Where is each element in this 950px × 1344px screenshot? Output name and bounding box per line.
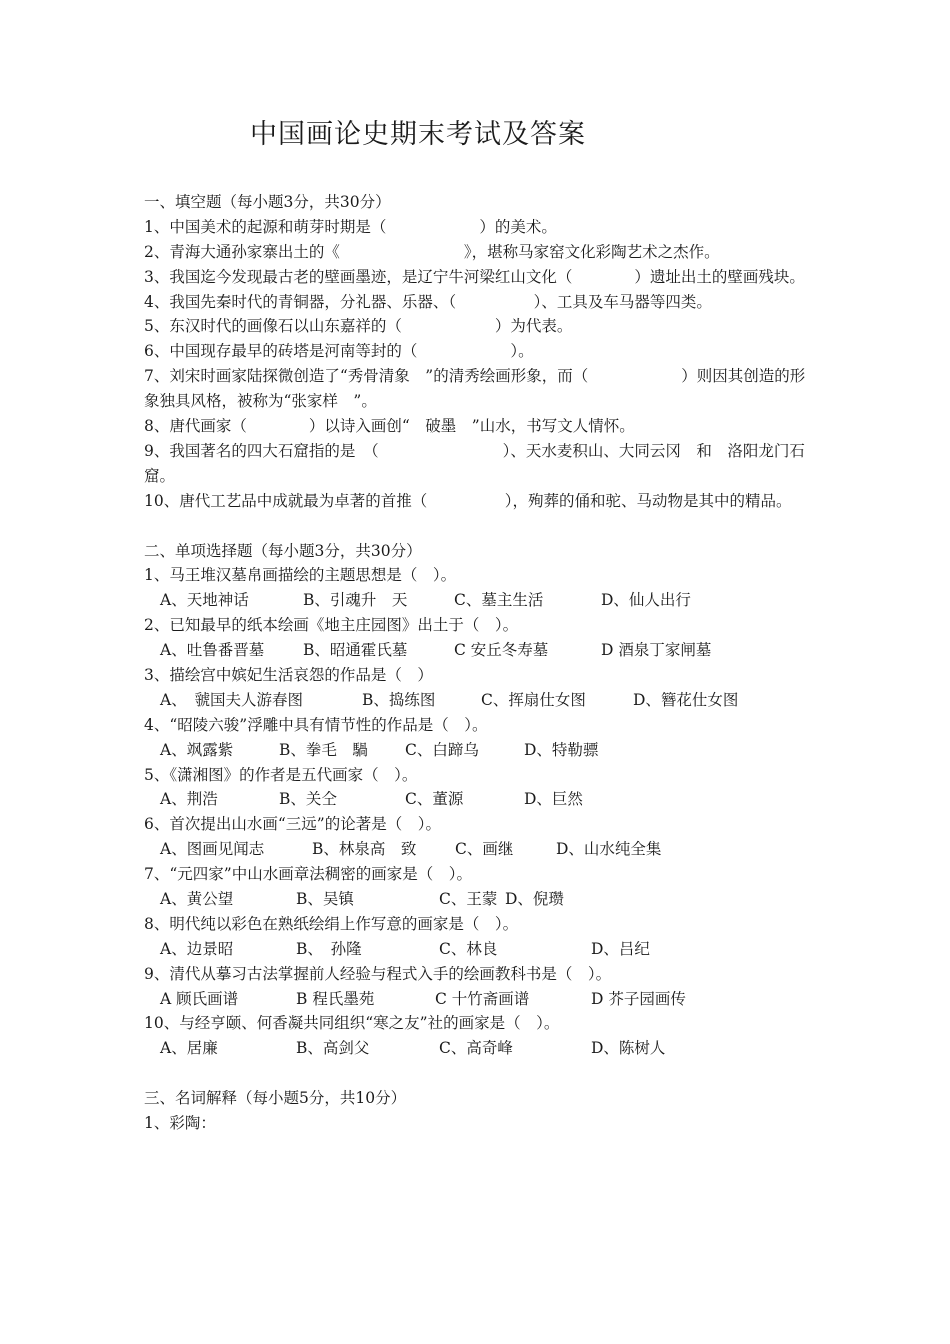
question: 1、马王堆汉墓帛画描绘的主题思想是（ ）。	[144, 566, 457, 585]
option: D、簪花仕女图	[633, 690, 739, 709]
option: B、关仝	[279, 790, 337, 809]
page-title: 中国画论史期末考试及答案	[250, 119, 586, 150]
question: 4、“昭陵六骏”浮雕中具有情节性的作品是（ ）。	[144, 715, 488, 734]
fill-blank-item: 5、东汉时代的画像石以山东嘉祥的（ ）为代表。	[144, 317, 573, 336]
option: C、王蒙	[439, 890, 498, 909]
option: B、高剑父	[296, 1039, 370, 1058]
option: B、引魂升 天	[303, 591, 408, 610]
option: D、山水纯全集	[556, 840, 662, 859]
option: D 芥子园画传	[591, 989, 686, 1008]
option: C、挥扇仕女图	[481, 690, 586, 709]
option: A 顾氏画谱	[160, 989, 239, 1008]
option: C 十竹斋画谱	[435, 989, 530, 1008]
option: B、拳毛 騧	[279, 740, 368, 759]
option: A、黄公望	[160, 890, 234, 909]
option: A、天地神话	[160, 591, 249, 610]
option-row	[144, 738, 814, 763]
option: D、仙人出行	[601, 591, 691, 610]
fill-blank-item: 3、我国迄今发现最古老的壁画墨迹，是辽宁牛河梁红山文化（ ）遗址出土的壁画残块。	[144, 267, 805, 286]
option: C、墓主生活	[454, 591, 544, 610]
option: B、吴镇	[296, 890, 354, 909]
option: C、白蹄乌	[405, 740, 479, 759]
section-heading-term-definition: 三、名词解释（每小题5分，共10分）	[144, 1089, 407, 1108]
option: B、捣练图	[362, 690, 436, 709]
question: 9、清代从摹习古法掌握前人经验与程式入手的绘画教科书是（ ）。	[144, 964, 612, 983]
option: C 安丘冬寿墓	[454, 641, 549, 660]
fill-blank-item: 1、中国美术的起源和萌芽时期是（ ）的美术。	[144, 217, 557, 236]
option: A、荆浩	[160, 790, 218, 809]
fill-blank-item: 9、我国著名的四大石窟指的是 （ ）、天水麦积山、大同云冈 和 洛阳龙门石窟。	[144, 441, 805, 485]
fill-blank-item: 10、唐代工艺品中成就最为卓著的首推（ ），殉葬的俑和驼、马动物是其中的精品。	[144, 491, 792, 510]
section-heading-multiple-choice: 二、单项选择题（每小题3分，共30分）	[144, 541, 422, 560]
option-row	[144, 588, 814, 613]
option: A、图画见闻志	[160, 840, 265, 859]
option: C、林良	[439, 939, 498, 958]
option: D 酒泉丁家闸墓	[601, 641, 712, 660]
exam-content	[144, 190, 814, 1136]
question: 7、“元四家”中山水画章法稠密的画家是（ ）。	[144, 865, 472, 884]
option: A、 虢国夫人游春图	[160, 690, 303, 709]
option: A、吐鲁番晋墓	[160, 641, 265, 660]
fill-blank-item: 6、中国现存最早的砖塔是河南等封的（ ）。	[144, 342, 534, 361]
fill-blank-item: 7、刘宋时画家陆探微创造了“秀骨清象 ”的清秀绘画形象，而（ ）则因其创造的形象独具风格，被称为“张家样 ”。	[144, 367, 806, 411]
fill-blank-item: 8、唐代画家（ ）以诗入画创“ 破墨 ”山水，书写文人情怀。	[144, 417, 635, 436]
question: 3、描绘宫中嫔妃生活哀怨的作品是（ ）	[144, 666, 433, 685]
option-row	[144, 937, 814, 962]
option: D、吕纪	[591, 939, 650, 958]
option: A、飒露紫	[160, 740, 234, 759]
option: A、居廉	[160, 1039, 218, 1058]
question: 5、《潇湘图》的作者是五代画家（ ）。	[144, 765, 418, 784]
question: 8、明代纯以彩色在熟纸绘绢上作写意的画家是（ ）。	[144, 914, 519, 933]
option-row	[144, 1036, 814, 1061]
option: B、林泉高 致	[312, 840, 417, 859]
option: C、董源	[405, 790, 464, 809]
option: C、画继	[455, 840, 514, 859]
option: B 程氏墨苑	[296, 989, 375, 1008]
fill-blank-item: 2、青海大通孙家寨出土的《 》，堪称马家窑文化彩陶艺术之杰作。	[144, 242, 720, 261]
question: 6、首次提出山水画“三远”的论著是（ ）。	[144, 815, 441, 834]
option: B、昭通霍氏墓	[303, 641, 408, 660]
option-row	[144, 887, 814, 912]
option: D、特勒骠	[524, 740, 599, 759]
question: 10、与经亨颐、何香凝共同组织“寒之友”社的画家是（ ）。	[144, 1014, 560, 1033]
option-row	[144, 638, 814, 663]
question: 2、已知最早的纸本绘画《地主庄园图》出土于（ ）。	[144, 616, 519, 635]
option: D、巨然	[524, 790, 583, 809]
section-heading-fill-blank: 一、填空题（每小题3分，共30分）	[144, 193, 391, 211]
option-row	[144, 787, 814, 812]
option: C、高奇峰	[439, 1039, 513, 1058]
term-item: 1、彩陶：	[144, 1114, 216, 1133]
option: A、边景昭	[160, 939, 234, 958]
option-row	[144, 837, 814, 862]
option: D、倪瓒	[505, 890, 564, 909]
fill-blank-item: 4、我国先秦时代的青铜器，分礼器、乐器、（ ）、工具及车马器等四类。	[144, 292, 712, 311]
option: D、陈树人	[591, 1039, 666, 1058]
option: B、 孙隆	[296, 939, 362, 958]
option-row	[144, 688, 814, 713]
option-row	[144, 987, 814, 1012]
